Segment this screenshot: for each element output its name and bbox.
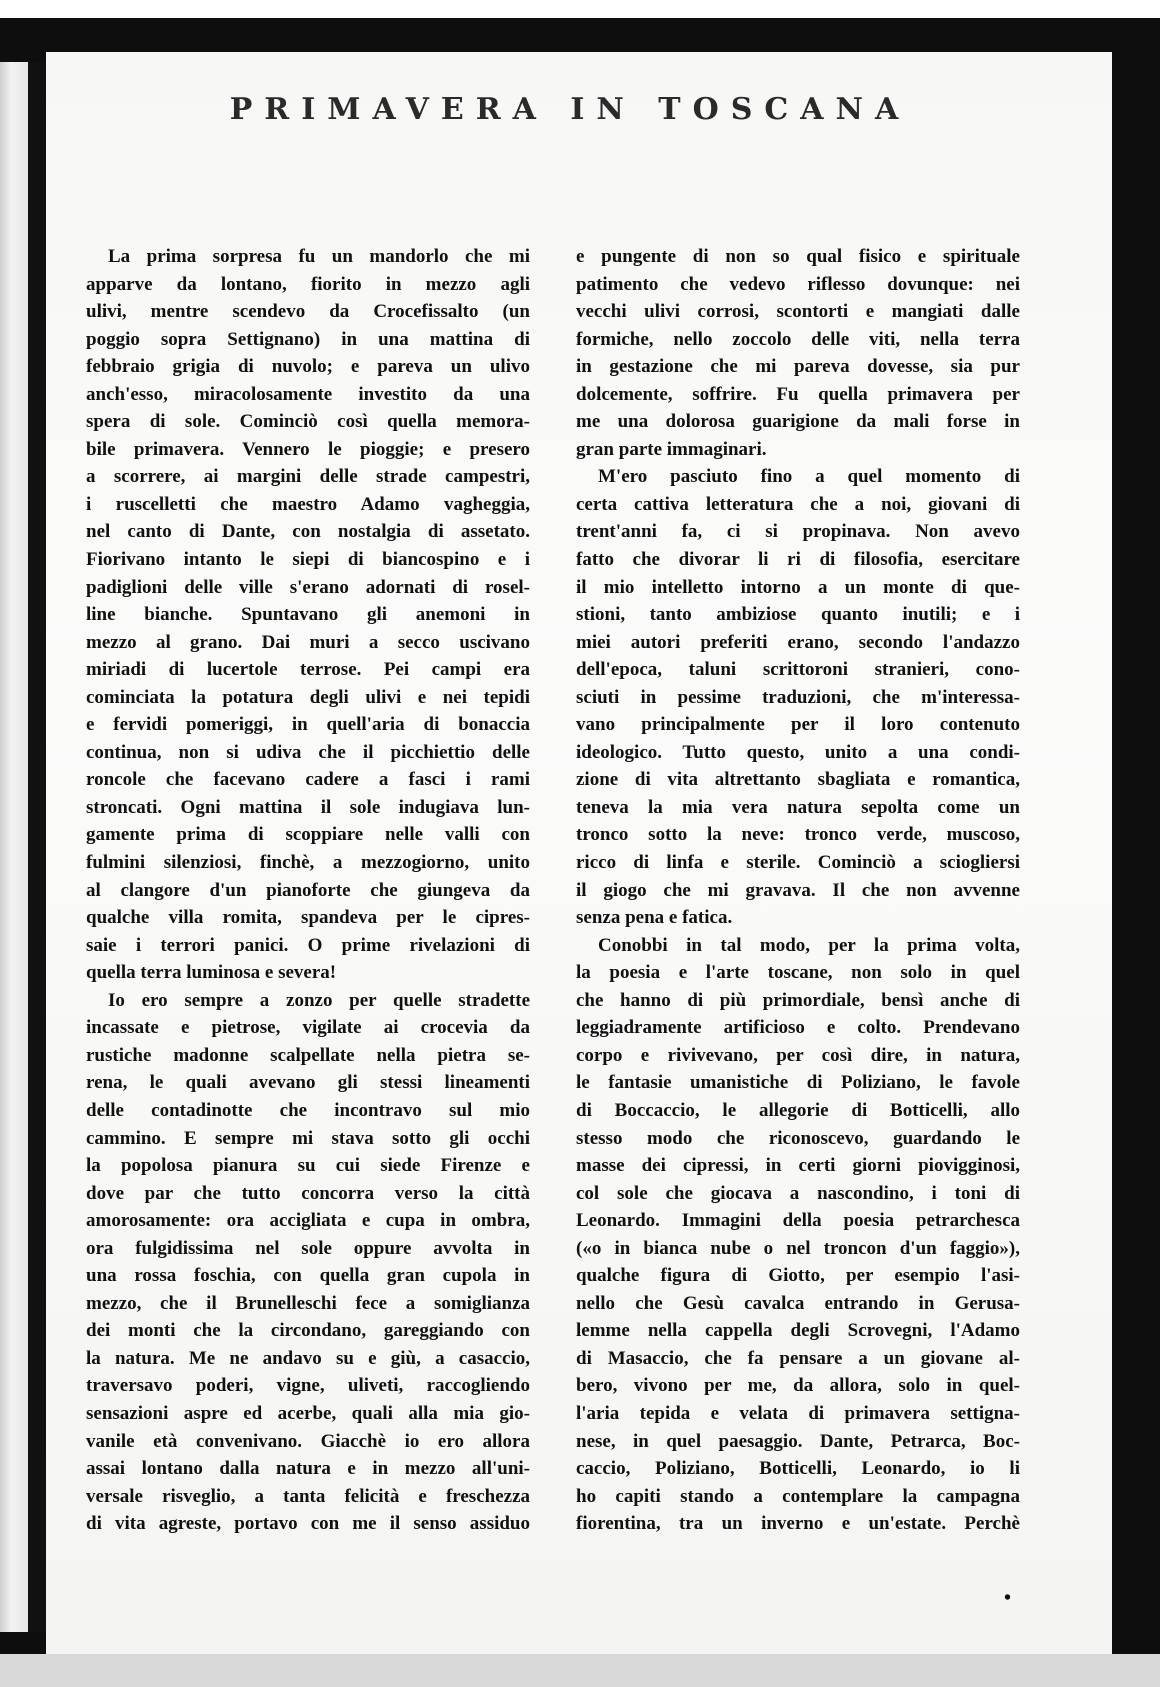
text-line: fulmini silenziosi, finchè, a mezzogiorno, unito [86, 852, 530, 874]
text-line: vecchi ulivi corrosi, scontorti e mangiati dalle [576, 301, 1020, 323]
text-line: padiglioni delle ville s'erano adornati di rosel- [86, 576, 530, 598]
text-line: gran parte immaginari. [576, 438, 767, 460]
bottom-band [0, 1654, 1160, 1687]
text-line: qualche figura di Giotto, per esempio l'asi- [576, 1265, 1020, 1287]
text-line: vanile età convenivano. Giacchè io ero allora [86, 1430, 530, 1452]
text-line: Io ero sempre a zonzo per quelle stradette [108, 989, 530, 1011]
text-line: line bianche. Spuntavano gli anemoni in [86, 604, 530, 626]
text-line: col sole che giocava a nascondino, i toni di [576, 1182, 1020, 1204]
text-line: amorosamente: ora accigliata e cupa in ombra, [86, 1210, 530, 1232]
text-line: a scorrere, ai margini delle strade campestri, [86, 466, 530, 488]
text-line: Leonardo. Immagini della poesia petrarchesca [576, 1210, 1020, 1232]
text-line: dei monti che la circondano, gareggiando con [86, 1320, 530, 1342]
text-line: al clangore d'un pianoforte che giungeva da [86, 879, 530, 901]
text-line: e fervidi pomeriggi, in quell'aria di bonaccia [86, 714, 530, 736]
text-line: cammino. E sempre mi stava sotto gli occhi [86, 1127, 530, 1149]
text-line: qualche villa romita, spandeva per le cipres- [86, 907, 530, 929]
text-line: mezzo al grano. Dai muri a secco uscivano [86, 631, 530, 653]
text-line: stesso modo che riconoscevo, guardando le [576, 1127, 1020, 1149]
text-line: di Masaccio, che fa pensare a un giovane al- [576, 1347, 1020, 1369]
gutter-shadow [28, 62, 46, 1632]
text-line: febbraio grigia di nuvolo; e pareva un ulivo [86, 356, 530, 378]
text-line: zione di vita altrettanto sbagliata e romantica, [576, 769, 1020, 791]
text-line: versale risveglio, a tanta felicità e freschezza [86, 1485, 530, 1507]
text-line: anch'esso, miracolosamente investito da una [86, 383, 530, 405]
text-line: tronco sotto la neve: tronco verde, muscoso, [576, 824, 1020, 846]
text-line: l'aria tepida e velata di primavera settigna- [576, 1402, 1020, 1424]
text-line: spera di sole. Cominciò così quella memora- [86, 411, 530, 433]
text-line: miriadi di lucertole terrose. Pei campi era [86, 659, 530, 681]
text-line: ideologico. Tutto questo, unito a una condi- [576, 741, 1020, 763]
page-title: PRIMAVERA IN TOSCANA [229, 92, 911, 127]
text-line: ora fulgidissima nel sole oppure avvolta in [86, 1237, 530, 1259]
text-line: fiorentina, tra un inverno e un'estate. Perchè [576, 1513, 1020, 1535]
right-text-column [576, 243, 1020, 1538]
text-line: sensazioni aspre ed acerbe, quali alla mia gio- [86, 1402, 530, 1424]
text-line: continua, non si udiva che il picchiettio delle [86, 741, 530, 763]
text-line: ho capiti stando a contemplare la campagna [576, 1485, 1020, 1507]
facing-page-edge [0, 62, 28, 1632]
page-mark: • [1004, 1587, 1012, 1609]
text-line: di Boccaccio, le allegorie di Botticelli, allo [576, 1099, 1020, 1121]
text-line: roncole che facevano cadere a fasci i rami [86, 769, 530, 791]
text-line: i ruscelletti che maestro Adamo vagheggia, [86, 493, 530, 515]
text-line: saie i terrori panici. O prime rivelazioni di [86, 934, 530, 956]
text-line: nese, in quel paesaggio. Dante, Petrarca, Boc- [576, 1430, 1020, 1452]
text-line: stioni, tanto ambiziose quanto inutili; e i [576, 604, 1020, 626]
text-line: le fantasie umanistiche di Poliziano, le favole [576, 1072, 1020, 1094]
text-line: leggiadramente artificioso e colto. Prendevano [576, 1017, 1020, 1039]
text-line: dove par che tutto concorra verso la città [86, 1182, 530, 1204]
text-line: assai lontano dalla natura e in mezzo all'uni- [86, 1458, 530, 1480]
text-line: poggio sopra Settignano) in una mattina di [86, 328, 530, 350]
text-line: gamente prima di scoppiare nelle valli con [86, 824, 530, 846]
text-line: ricco di linfa e sterile. Cominciò a sciogliersi [576, 852, 1020, 874]
text-line: delle contadinotte che incontravo sul mio [86, 1099, 530, 1121]
text-line: cominciata la potatura degli ulivi e nei tepidi [86, 686, 530, 708]
text-line: senza pena e fatica. [576, 907, 733, 929]
text-line: patimento che vedevo riflesso dovunque: nei [576, 273, 1020, 295]
text-line: stroncati. Ogni mattina il sole indugiava lun- [86, 796, 530, 818]
text-line: vano principalmente per il loro contenuto [576, 714, 1020, 736]
text-line: dolcemente, soffrire. Fu quella primavera per [576, 383, 1020, 405]
text-line: la natura. Me ne andavo su e giù, a casaccio, [86, 1347, 530, 1369]
text-line: formiche, nello zoccolo delle viti, nella terra [576, 328, 1020, 350]
text-line: rena, le quali avevano gli stessi lineamenti [86, 1072, 530, 1094]
text-line: nel canto di Dante, con nostalgia di assetato. [86, 521, 530, 543]
text-line: il mio intelletto intorno a un monte di que- [576, 576, 1020, 598]
text-line: bero, vivono per me, da allora, solo in quel- [576, 1375, 1020, 1397]
text-line: Fiorivano intanto le siepi di biancospino e i [86, 549, 530, 571]
text-line: ulivi, mentre scendevo da Crocefissalto (un [86, 301, 530, 323]
text-line: di vita agreste, portavo con me il senso assiduo [86, 1513, 530, 1535]
text-line: M'ero pasciuto fino a quel momento di [598, 466, 1020, 488]
text-line: caccio, Poliziano, Botticelli, Leonardo, io li [576, 1458, 1020, 1480]
text-line: apparve da lontano, fiorito in mezzo agli [86, 273, 530, 295]
text-line: traversavo poderi, vigne, uliveti, raccogliendo [86, 1375, 530, 1397]
text-line: la popolosa pianura su cui siede Firenze e [86, 1155, 530, 1177]
text-line: che hanno di più primordiale, bensì anche di [576, 989, 1020, 1011]
text-line: una rossa foschia, con quella gran cupola in [86, 1265, 530, 1287]
text-line: e pungente di non so qual fisico e spirituale [576, 246, 1020, 267]
text-line: masse dei cipressi, in certi giorni piovigginosi, [576, 1155, 1020, 1177]
text-line: sciuti in pessime traduzioni, che m'interessa- [576, 686, 1020, 708]
text-line: incassate e pietrose, vigilate ai crocevia da [86, 1017, 530, 1039]
text-line: La prima sorpresa fu un mandorlo che mi [108, 246, 530, 267]
text-line: il giogo che mi gravava. Il che non avvenne [576, 879, 1020, 901]
text-line: la poesia e l'arte toscane, non solo in quel [576, 962, 1020, 984]
text-line: certa cattiva letteratura che a noi, giovani di [576, 493, 1020, 515]
text-line: quella terra luminosa e severa! [86, 962, 337, 984]
text-line: in gestazione che mi pareva dovesse, sia pur [576, 356, 1020, 378]
text-line: Conobbi in tal modo, per la prima volta, [598, 934, 1020, 956]
text-line: dell'epoca, taluni scrittoroni stranieri, cono- [576, 659, 1020, 681]
text-line: nello che Gesù cavalca entrando in Gerusa- [576, 1292, 1020, 1314]
text-line: teneva la mia vera natura sepolta come un [576, 796, 1020, 818]
text-line: bile primavera. Vennero le pioggie; e presero [86, 438, 530, 460]
text-line: lemme nella cappella degli Scrovegni, l'Adamo [576, 1320, 1020, 1342]
text-line: mezzo, che il Brunelleschi fece a somiglianza [86, 1292, 530, 1314]
text-line: fatto che divorar li ri di filosofia, esercitare [576, 549, 1020, 571]
text-line: miei autori preferiti erano, secondo l'andazzo [576, 631, 1020, 653]
text-line: rustiche madonne scalpellate nella pietra se- [86, 1044, 530, 1066]
text-line: me una dolorosa guarigione da mali forse in [576, 411, 1020, 433]
text-line: corpo e rivivevano, per così dire, in natura, [576, 1044, 1020, 1066]
text-line: («o in bianca nube o nel troncon d'un faggio»), [576, 1237, 1020, 1259]
left-text-column [86, 243, 530, 1538]
text-line: trent'anni fa, ci si propinava. Non avevo [576, 521, 1020, 543]
